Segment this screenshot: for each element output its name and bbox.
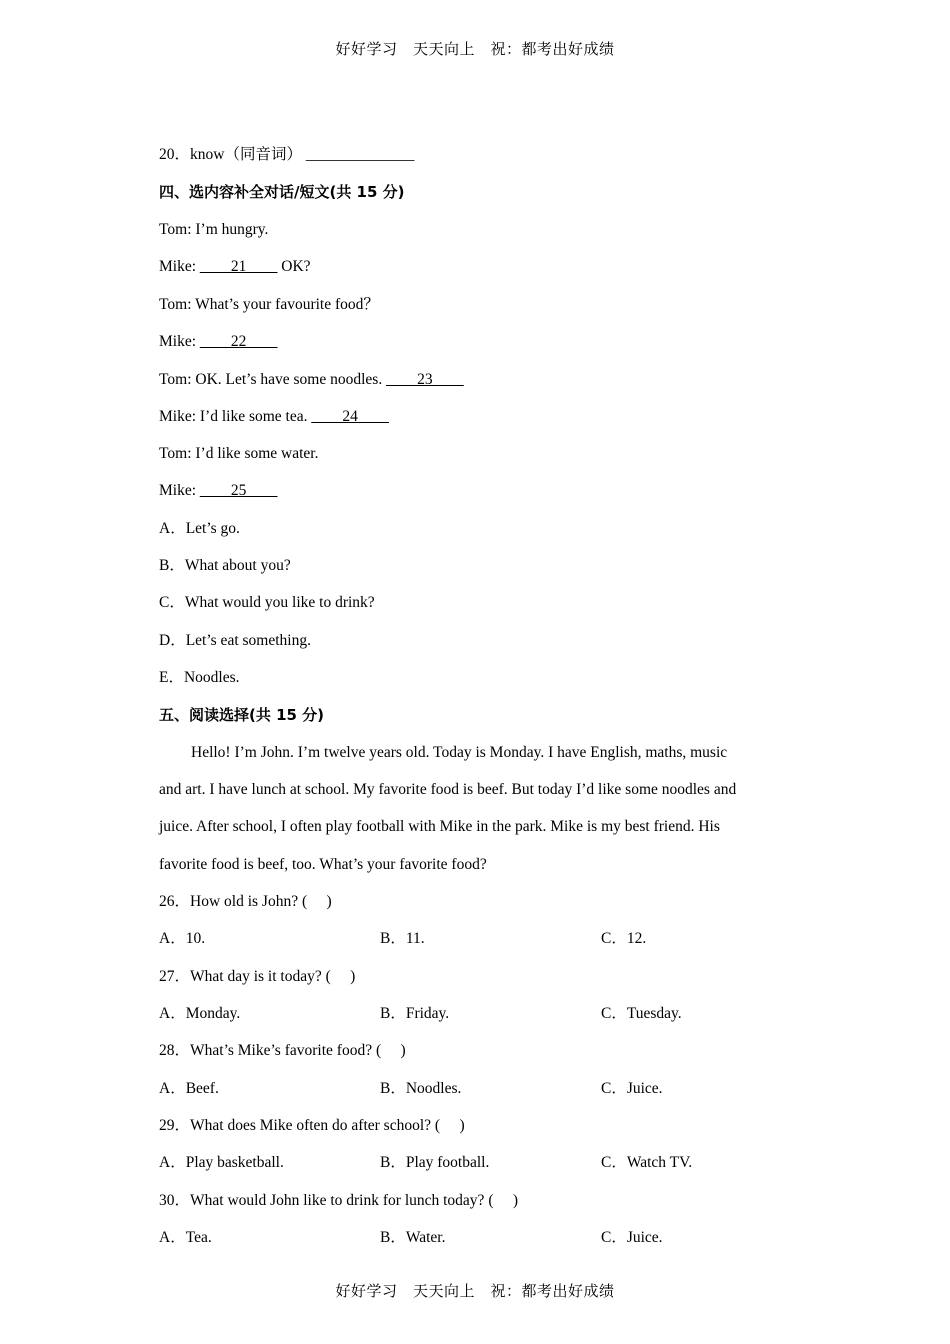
page-header: 好好学习 天天向上 祝：都考出好成绩 — [335, 40, 615, 58]
dialogue-text: Tom: OK. Let’s have some noodles. — [159, 371, 387, 388]
option-b: B．What about you? — [159, 557, 291, 574]
blank-22: ____22____ — [199, 333, 278, 350]
question-30: 30．What would John like to drink for lunch today? ( ) — [159, 1192, 519, 1209]
passage-line: and art. I have lunch at school. My favorite food is beef. But today I’d like some noodles and — [159, 781, 737, 798]
answer-b: B．Water. — [380, 1229, 446, 1246]
blank-21: ____21____ — [199, 258, 278, 275]
dialogue-text: Mike: — [159, 482, 200, 499]
dialogue-line — [159, 332, 277, 352]
question-20 — [159, 145, 414, 165]
dialogue-text: Tom: I’m hungry. — [159, 221, 269, 238]
option-a: A．Let’s go. — [159, 520, 240, 537]
answer-b: B．Friday. — [380, 1005, 450, 1022]
answer-b: B．11. — [380, 930, 425, 947]
blank-23: ____23____ — [386, 371, 464, 388]
section-4-title: 四、选内容补全对话/短文(共 15 分) — [159, 183, 405, 201]
answer-a: A．Monday. — [159, 1005, 241, 1022]
dialogue-text: Mike: I’d like some tea. — [159, 408, 312, 425]
question-29: 29．What does Mike often do after school? ( ) — [159, 1117, 465, 1134]
dialogue-line — [159, 220, 268, 240]
dialogue-text: Mike: — [159, 333, 200, 350]
question-20-text: 20．know（同音词） — [159, 146, 302, 163]
dialogue-line — [159, 295, 379, 315]
answer-c: C．Tuesday. — [601, 1005, 682, 1022]
dialogue-text: Mike: — [159, 258, 200, 275]
blank-24: ____24____ — [311, 408, 389, 425]
answer-a: A．Beef. — [159, 1080, 219, 1097]
option-c: C．What would you like to drink? — [159, 594, 375, 611]
question-28: 28．What’s Mike’s favorite food? ( ) — [159, 1042, 406, 1059]
dialogue-line — [159, 257, 311, 277]
passage-line: juice. After school, I often play football with Mike in the park. Mike is my best friend. His — [159, 818, 720, 835]
answer-a: A．Tea. — [159, 1229, 212, 1246]
answer-b: B．Play football. — [380, 1154, 490, 1171]
dialogue-line — [159, 481, 277, 501]
passage-line: Hello! I’m John. I’m twelve years old. Today is Monday. I have English, maths, music — [191, 744, 728, 761]
dialogue-text: OK? — [277, 258, 311, 275]
passage-line: favorite food is beef, too. What’s your favorite food? — [159, 856, 487, 873]
option-d: D．Let’s eat something. — [159, 632, 311, 649]
dialogue-text: Tom: What’s your favourite food？ — [159, 296, 379, 313]
question-20-blank: ______________ — [305, 146, 415, 163]
answer-a: A．Play basketball. — [159, 1154, 284, 1171]
section-5-title: 五、阅读选择(共 15 分) — [159, 706, 325, 724]
answer-c: C．Juice. — [601, 1229, 663, 1246]
answer-c: C．Watch TV. — [601, 1154, 693, 1171]
answer-b: B．Noodles. — [380, 1080, 462, 1097]
dialogue-text: Tom: I’d like some water. — [159, 445, 319, 462]
answer-c: C．12. — [601, 930, 647, 947]
option-e: E．Noodles. — [159, 669, 240, 686]
dialogue-line — [159, 444, 318, 464]
question-27: 27．What day is it today? ( ) — [159, 968, 356, 985]
page-footer: 好好学习 天天向上 祝：都考出好成绩 — [335, 1282, 615, 1300]
question-26: 26．How old is John? ( ) — [159, 893, 332, 910]
dialogue-line — [159, 370, 464, 390]
answer-c: C．Juice. — [601, 1080, 663, 1097]
blank-25: ____25____ — [199, 482, 278, 499]
answer-a: A．10. — [159, 930, 206, 947]
dialogue-line — [159, 407, 389, 427]
